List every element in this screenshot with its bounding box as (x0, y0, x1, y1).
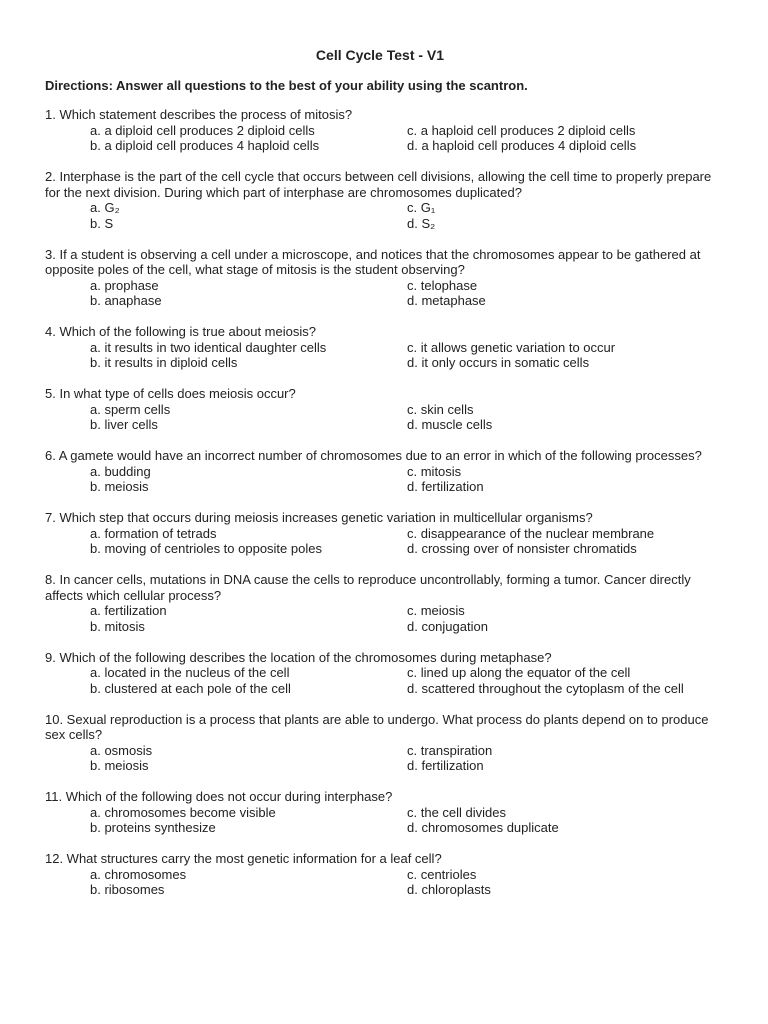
choice-d: d. metaphase (407, 293, 486, 308)
question-text: 9. Which of the following describes the location of the chromosomes during metaphase? (45, 649, 552, 665)
choice-c: c. skin cells (407, 401, 474, 417)
choice-c: c. G₁ (407, 200, 436, 215)
choice-a: a. budding (90, 463, 151, 479)
answer-choices (90, 278, 715, 309)
choice-c: c. the cell divides (407, 804, 506, 820)
answer-choices (90, 665, 715, 696)
choice-d: d. chloroplasts (407, 882, 491, 897)
choice-a: a. fertilization (90, 603, 167, 618)
question-2 (45, 169, 715, 231)
question-5 (45, 386, 715, 433)
choice-b: b. S (90, 215, 114, 231)
choice-a: a. a diploid cell produces 2 diploid cells (90, 122, 315, 138)
question-list (45, 107, 715, 898)
choice-b: b. liver cells (90, 417, 158, 432)
question-11 (45, 789, 715, 836)
choice-b: b. meiosis (90, 479, 149, 494)
choice-a: a. chromosomes become visible (90, 804, 276, 820)
answer-choices (90, 402, 715, 433)
choice-c: c. disappearance of the nuclear membrane (407, 525, 655, 541)
choice-b: b. meiosis (90, 758, 149, 773)
question-3 (45, 247, 715, 309)
question-6 (45, 448, 715, 495)
choice-d: d. S₂ (407, 215, 436, 231)
answer-choices (90, 603, 715, 634)
question-text: 7. Which step that occurs during meiosis increases genetic variation in multicellular organisms? (45, 510, 593, 525)
answer-choices (90, 340, 715, 371)
choice-b: b. clustered at each pole of the cell (90, 680, 291, 696)
choice-d: d. it only occurs in somatic cells (407, 355, 590, 370)
choice-c: c. meiosis (407, 603, 465, 618)
choice-a: a. formation of tetrads (90, 525, 217, 541)
test-page (45, 46, 715, 913)
choice-a: a. located in the nucleus of the cell (90, 665, 290, 680)
question-text: 4. Which of the following is true about meiosis? (45, 324, 316, 339)
answer-choices (90, 867, 715, 898)
question-8 (45, 572, 715, 634)
answer-choices (90, 743, 715, 774)
question-text: 11. Which of the following does not occur during interphase? (45, 789, 393, 804)
choice-b: b. ribosomes (90, 882, 165, 897)
answer-choices (90, 464, 715, 495)
choice-b: b. anaphase (90, 293, 162, 308)
choice-b: b. moving of centrioles to opposite poles (90, 541, 322, 556)
choice-c: c. it allows genetic variation to occur (407, 339, 616, 355)
question-text: 5. In what type of cells does meiosis occur? (45, 386, 296, 401)
choice-d: d. a haploid cell produces 4 diploid cells (407, 138, 637, 153)
question-7 (45, 510, 715, 557)
choice-c: c. mitosis (407, 463, 462, 479)
choice-b: b. it results in diploid cells (90, 355, 238, 370)
question-1 (45, 107, 715, 154)
choice-c: c. lined up along the equator of the cell (407, 665, 631, 680)
choice-d: d. chromosomes duplicate (407, 820, 559, 835)
question-9 (45, 650, 715, 697)
choice-b: b. a diploid cell produces 4 haploid cells (90, 138, 320, 153)
choice-c: c. centrioles (407, 866, 477, 882)
choice-a: a. chromosomes (90, 866, 187, 882)
choice-d: d. fertilization (407, 479, 484, 494)
choice-c: c. telophase (407, 277, 478, 293)
answer-choices (90, 805, 715, 836)
question-text: 8. In cancer cells, mutations in DNA cause the cells to reproduce uncontrollably, forming a tumor. Cancer directly affects which cellular process? (45, 572, 691, 603)
choice-d: d. conjugation (407, 618, 488, 634)
choice-b: b. proteins synthesize (90, 820, 216, 835)
question-text: 1. Which statement describes the process of mitosis? (45, 107, 353, 122)
question-10 (45, 712, 715, 774)
choice-a: a. sperm cells (90, 401, 171, 417)
question-text: 2. Interphase is the part of the cell cycle that occurs between cell divisions, allowing the cell time to properly prepare for the next division. During which part of interphase are chromosomes duplicated? (45, 169, 712, 200)
choice-d: d. muscle cells (407, 417, 493, 432)
choice-d: d. crossing over of nonsister chromatids (407, 541, 637, 556)
question-text: 3. If a student is observing a cell under a microscope, and notices that the chromosomes appear to be gathered at opposite poles of the cell, what stage of mitosis is the student observing? (45, 246, 701, 277)
choice-c: c. transpiration (407, 742, 493, 758)
choice-d: d. scattered throughout the cytoplasm of the cell (407, 680, 684, 696)
answer-choices (90, 526, 715, 557)
choice-d: d. fertilization (407, 758, 484, 773)
directions: Directions: Answer all questions to the best of your ability using the scantron. (45, 78, 528, 93)
choice-a: a. prophase (90, 277, 159, 293)
question-text: 6. A gamete would have an incorrect number of chromosomes due to an error in which of the following processes? (45, 448, 702, 463)
question-text: 10. Sexual reproduction is a process that plants are able to undergo. What process do plants depend on to produce sex cells? (45, 711, 709, 742)
choice-a: a. G₂ (90, 200, 120, 215)
question-12 (45, 851, 715, 898)
question-text: 12. What structures carry the most genetic information for a leaf cell? (45, 851, 442, 866)
choice-a: a. osmosis (90, 742, 153, 758)
answer-choices (90, 123, 715, 154)
question-4 (45, 324, 715, 371)
answer-choices (90, 200, 715, 231)
choice-b: b. mitosis (90, 618, 145, 634)
page-title: Cell Cycle Test - V1 (315, 47, 445, 63)
choice-a: a. it results in two identical daughter cells (90, 339, 327, 355)
choice-c: c. a haploid cell produces 2 diploid cells (407, 122, 636, 138)
